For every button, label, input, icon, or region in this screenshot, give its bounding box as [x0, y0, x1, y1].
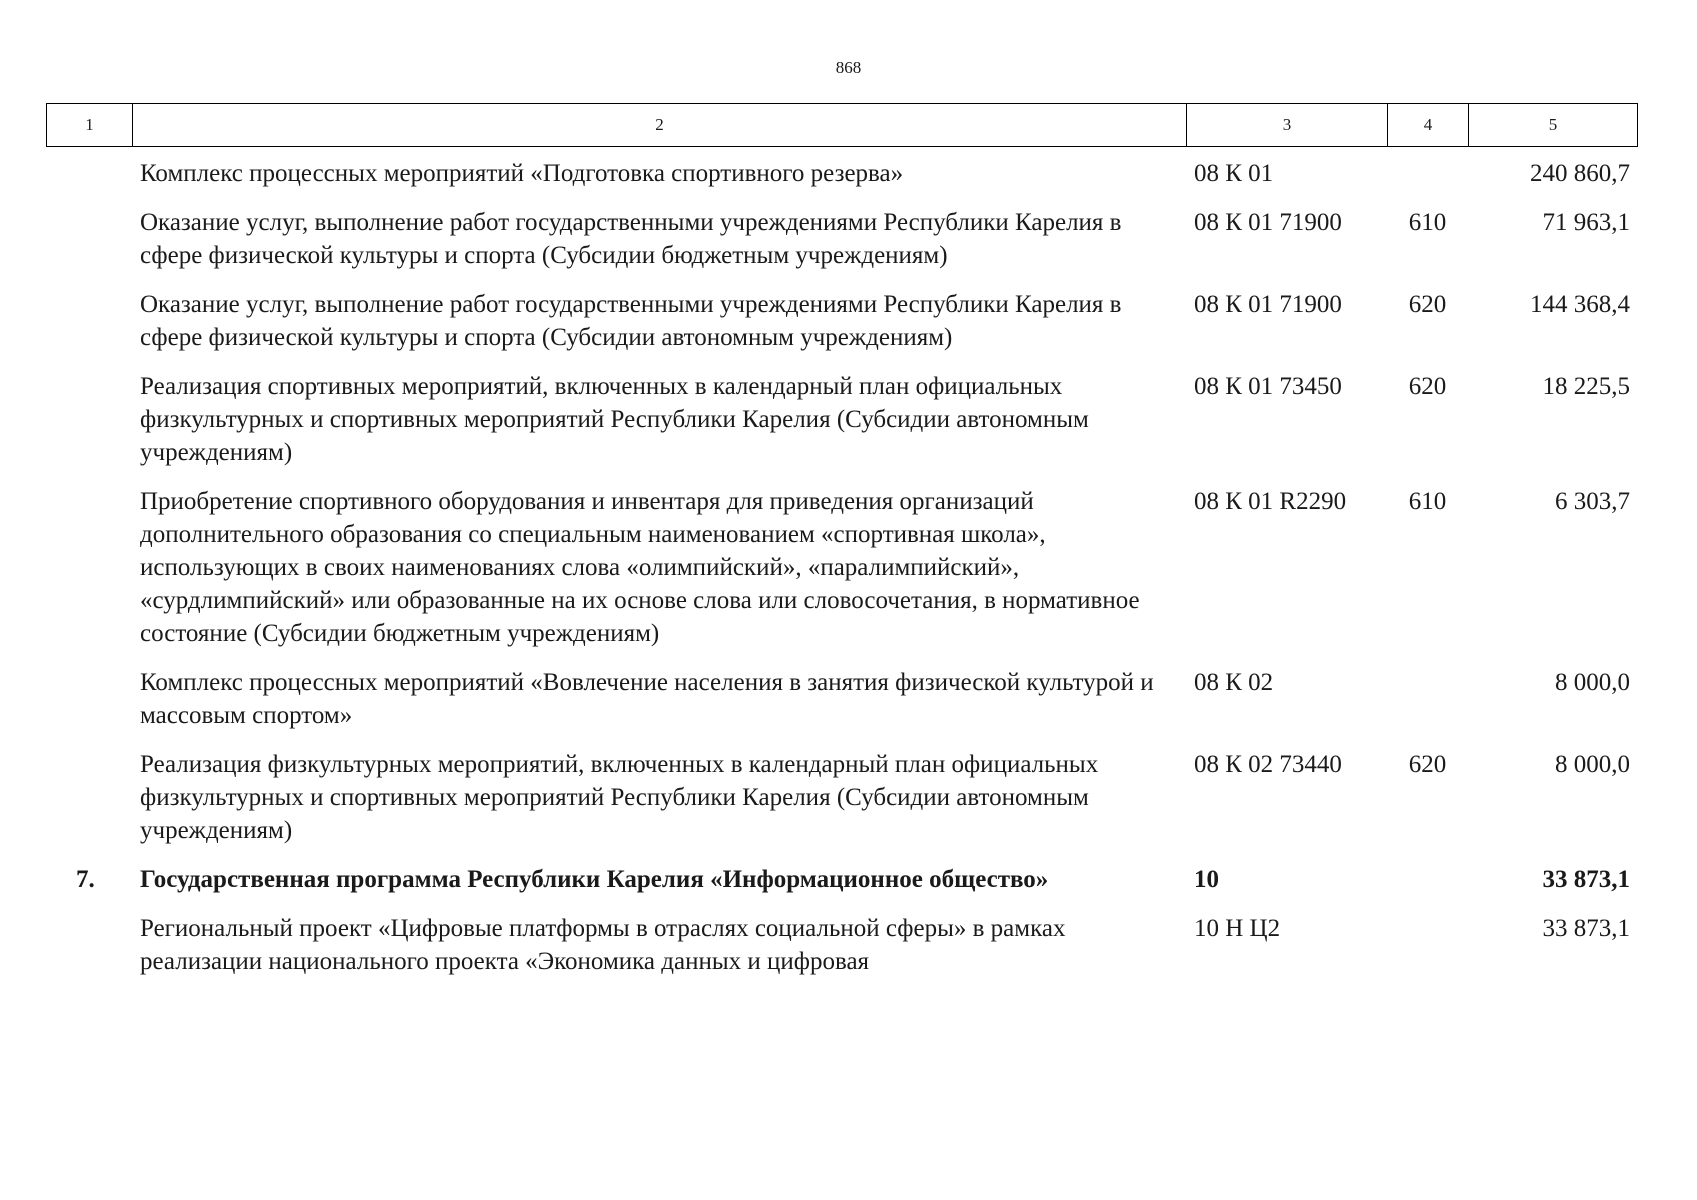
- row-name: Оказание услуг, выполнение работ государственными учреждениями Республики Карелия в сфере физической культуры и спорта (Субсидии автономным учреждениям): [140, 291, 1122, 351]
- row-name: Реализация спортивных мероприятий, включенных в календарный план официальных физкультурных и спортивных мероприятий Республики Карелия (Субсидии автономным учреждениям): [140, 373, 1089, 466]
- row-number: 7.: [76, 866, 95, 893]
- row-amount: 240 860,7: [1530, 160, 1630, 187]
- table-row: [46, 157, 1638, 190]
- row-number: [46, 206, 132, 272]
- row-code: 10 Н Ц2: [1194, 915, 1281, 942]
- row-name: Комплекс процессных мероприятий «Подготовка спортивного резерва»: [140, 160, 904, 187]
- row-amount: 144 368,4: [1530, 291, 1630, 318]
- row-number: [46, 370, 132, 469]
- row-code: 08 К 02: [1194, 669, 1274, 696]
- page-number: 868: [835, 58, 862, 77]
- row-code: 10: [1194, 866, 1219, 893]
- row-code: 08 К 01 71900: [1194, 291, 1342, 318]
- row-code: 08 К 02 73440: [1194, 751, 1342, 778]
- table-header: [46, 103, 1638, 147]
- table-row: [46, 666, 1638, 732]
- header-col-5: 5: [1548, 115, 1558, 134]
- table-row: [46, 748, 1638, 847]
- row-code: 08 К 01 73450: [1194, 373, 1342, 400]
- row-name: Реализация физкультурных мероприятий, включенных в календарный план официальных физкультурных и спортивных мероприятий Республики Карелия (Субсидии автономным учреждениям): [140, 751, 1099, 844]
- header-col-1: 1: [47, 104, 133, 146]
- row-code: 08 К 01 R2290: [1194, 488, 1347, 515]
- row-amount: 71 963,1: [1542, 209, 1630, 236]
- row-expense-type: [1387, 863, 1468, 896]
- row-number: [46, 748, 132, 847]
- table-row: [46, 912, 1638, 978]
- row-expense-type: [1387, 666, 1468, 732]
- row-amount: 8 000,0: [1555, 751, 1630, 778]
- table-row: [46, 288, 1638, 354]
- row-name: Региональный проект «Цифровые платформы в отраслях социальной сферы» в рамках реализации национального проекта «Экономика данных и цифровая: [140, 915, 1066, 975]
- row-amount: 6 303,7: [1555, 488, 1630, 515]
- row-name: Приобретение спортивного оборудования и инвентаря для приведения организаций дополнительного образования со специальным наименованием «спортивная школа», использующих в своих наименованиях слова «олимпийский», «паралимпийский», «сурдлимпийский» или образованные на их основе слова или словосочетания, в нормативное состояние (Субсидии бюджетным учреждениям): [140, 488, 1140, 647]
- row-expense-type: 610: [1408, 209, 1447, 236]
- row-number: [46, 666, 132, 732]
- row-number: [46, 157, 132, 190]
- row-amount: 18 225,5: [1542, 373, 1630, 400]
- header-col-2: 2: [133, 104, 1187, 146]
- row-code: 08 К 01: [1194, 160, 1274, 187]
- row-amount: 8 000,0: [1555, 669, 1630, 696]
- row-expense-type: 610: [1408, 488, 1447, 515]
- table-row: [46, 485, 1638, 650]
- row-name: Государственная программа Республики Карелия «Информационное общество»: [140, 866, 1049, 893]
- table-row: [46, 370, 1638, 469]
- row-expense-type: 620: [1408, 373, 1447, 400]
- row-name: Комплекс процессных мероприятий «Вовлечение населения в занятия физической культурой и массовым спортом»: [140, 669, 1154, 729]
- row-amount: 33 873,1: [1542, 866, 1630, 893]
- row-expense-type: 620: [1408, 751, 1447, 778]
- row-number: [46, 485, 132, 650]
- table-row: [46, 863, 1638, 896]
- header-col-4: 4: [1388, 104, 1469, 146]
- row-expense-type: [1387, 912, 1468, 978]
- table-row: [46, 206, 1638, 272]
- row-code: 08 К 01 71900: [1194, 209, 1342, 236]
- row-expense-type: [1387, 157, 1468, 190]
- row-number: [46, 288, 132, 354]
- row-number: [46, 912, 132, 978]
- row-expense-type: 620: [1408, 291, 1447, 318]
- row-amount: 33 873,1: [1542, 915, 1630, 942]
- table-body: [46, 157, 1638, 994]
- row-name: Оказание услуг, выполнение работ государственными учреждениями Республики Карелия в сфере физической культуры и спорта (Субсидии бюджетным учреждениям): [140, 209, 1122, 269]
- header-col-3: 3: [1187, 104, 1388, 146]
